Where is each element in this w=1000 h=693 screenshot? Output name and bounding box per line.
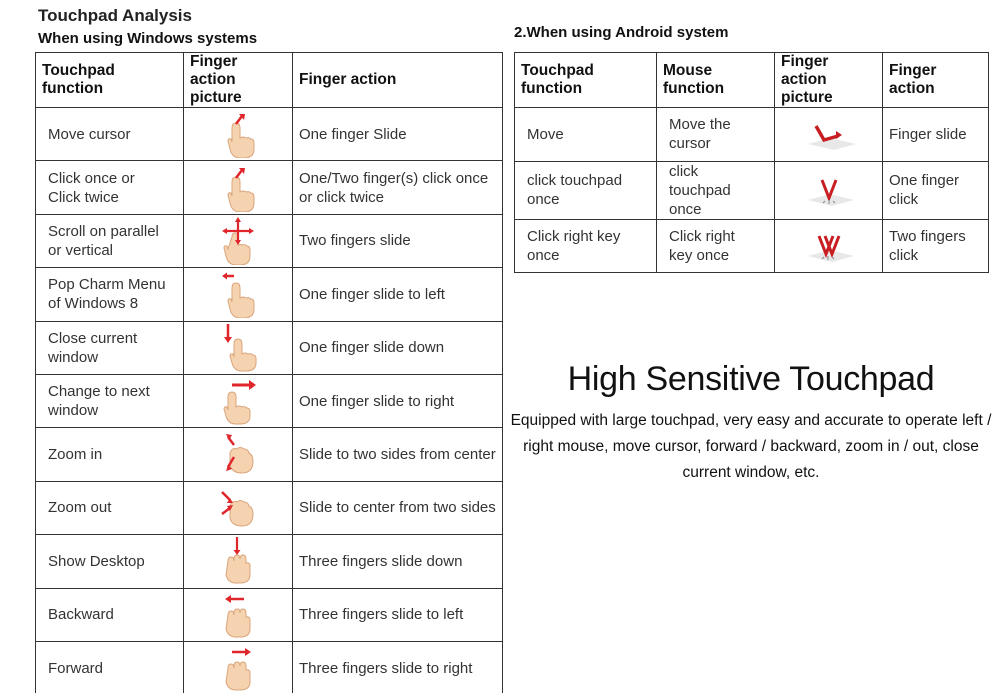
windows-subtitle: When using Windows systems [38,30,258,47]
table-row [515,161,989,219]
table-row [515,108,989,162]
windows-gesture-table [35,52,503,693]
three-finger-right-icon [216,644,260,692]
table-header-row [515,53,989,108]
finger-action: Three fingers slide to right [293,641,503,693]
table-row [36,321,503,374]
touchpad-function: Scroll on parallel or vertical [36,214,184,267]
mouse-function: Click right key once [657,219,775,273]
header-touchpad-function: Touchpad function [36,53,184,108]
finger-slide-down-icon [216,324,260,372]
mouse-function: Move the cursor [657,108,775,162]
touchpad-function: Close current window [36,321,184,374]
header-touchpad-function: Touchpad function [515,53,657,108]
finger-action: One finger slide down [293,321,503,374]
finger-action: One finger Slide [293,108,503,161]
touchpad-function: Zoom in [36,428,184,481]
finger-action: Three fingers slide down [293,535,503,588]
touchpad-function: Move [515,108,657,162]
table-row [36,214,503,267]
finger-action: One finger slide to left [293,268,503,321]
pinch-zoom-out-icon [216,484,260,532]
finger-click-icon [216,164,260,212]
touchpad-function: click touchpad once [515,161,657,219]
table-row [36,641,503,693]
mouse-function: click touchpad once [657,161,775,219]
finger-slide-left-icon [216,270,260,318]
table-row [515,219,989,273]
table-row [36,268,503,321]
table-header-row [36,53,503,108]
touchpad-function: Forward [36,641,184,693]
finger-action: Two fingers slide [293,214,503,267]
touchpad-function: Pop Charm Menu of Windows 8 [36,268,184,321]
finger-action: Three fingers slide to left [293,588,503,641]
touchpad-function: Change to next window [36,374,184,427]
touchpad-function: Click once or Click twice [36,161,184,214]
touchpad-function: Show Desktop [36,535,184,588]
finger-action: One finger click [883,161,989,219]
touchpad-function: Move cursor [36,108,184,161]
finger-action: Finger slide [883,108,989,162]
two-finger-scroll-icon [216,217,260,265]
table-row [36,481,503,534]
android-gesture-table [514,52,989,273]
double-tap-icon [794,226,864,266]
table-row [36,588,503,641]
header-mouse-function: Mouse function [657,53,775,108]
one-finger-slide-icon [216,110,260,158]
headline: High Sensitive Touchpad [567,360,935,398]
android-subtitle: 2.When using Android system [514,24,729,41]
finger-action: Slide to center from two sides [293,481,503,534]
table-row [36,108,503,161]
page-title: Touchpad Analysis [38,6,192,25]
finger-slide-right-icon [216,377,260,425]
single-tap-icon [794,170,864,210]
finger-action: One/Two finger(s) click once or click twice [293,161,503,214]
header-finger-action-picture: Finger action picture [184,53,293,108]
description: Equipped with large touchpad, very easy and accurate to operate left / right mouse, move cursor, forward / backward, zoom in / out, close current window, etc. [510,412,992,481]
header-finger-action: Finger action [293,53,503,108]
header-finger-action: Finger action [883,53,989,108]
table-row [36,535,503,588]
touchpad-function: Click right key once [515,219,657,273]
finger-action: Slide to two sides from center [293,428,503,481]
touchpad-function: Zoom out [36,481,184,534]
touchpad-function: Backward [36,588,184,641]
table-row [36,374,503,427]
slide-gesture-icon [794,114,864,154]
three-finger-down-icon [216,537,260,585]
table-row [36,161,503,214]
finger-action: One finger slide to right [293,374,503,427]
header-finger-action-picture: Finger action picture [775,53,883,108]
pinch-zoom-in-icon [216,431,260,479]
table-row [36,428,503,481]
finger-action: Two fingers click [883,219,989,273]
three-finger-left-icon [216,591,260,639]
